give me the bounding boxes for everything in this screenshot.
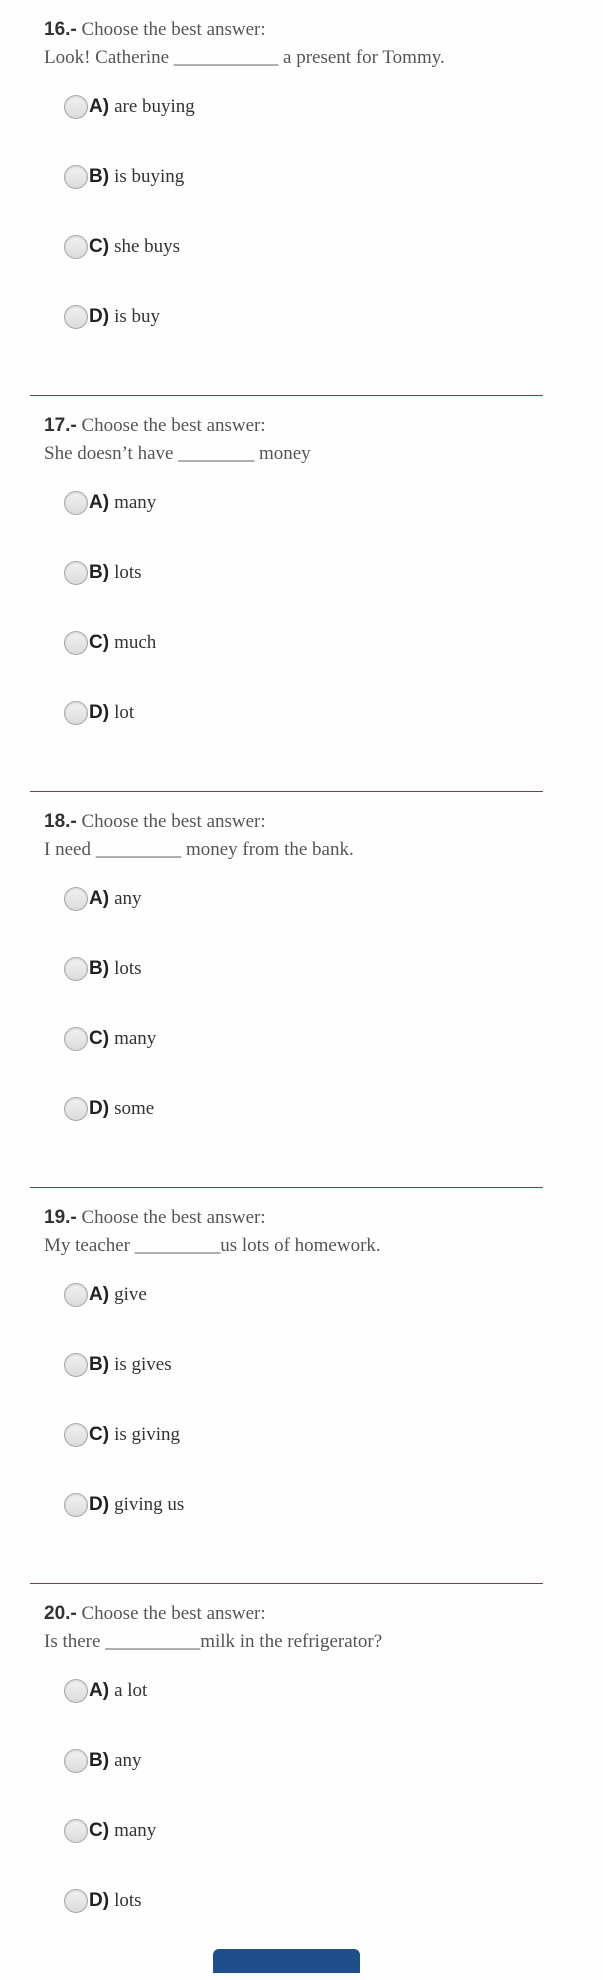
question-16 xyxy=(0,0,603,396)
radio-button-icon[interactable] xyxy=(64,165,88,189)
question-18 xyxy=(0,792,603,1188)
option-text: many xyxy=(114,1028,157,1049)
question-header xyxy=(44,810,266,834)
option-b[interactable] xyxy=(64,1745,142,1777)
option-d[interactable] xyxy=(64,697,134,729)
question-header xyxy=(44,414,266,438)
radio-button-icon[interactable] xyxy=(64,631,88,655)
radio-button-icon[interactable] xyxy=(64,1353,88,1377)
option-text: much xyxy=(114,632,157,653)
option-a[interactable] xyxy=(64,1675,147,1707)
question-20 xyxy=(0,1584,603,1980)
option-letter: A) xyxy=(89,1284,110,1305)
radio-button-icon[interactable] xyxy=(64,491,88,515)
radio-button-icon[interactable] xyxy=(64,1493,88,1517)
option-letter: D) xyxy=(89,306,110,327)
option-text: many xyxy=(114,1820,157,1841)
option-d[interactable] xyxy=(64,301,160,333)
radio-button-icon[interactable] xyxy=(64,1889,88,1913)
question-number: 17.- xyxy=(44,415,77,436)
question-number: 20.- xyxy=(44,1603,77,1624)
question-instruction: Choose the best answer: xyxy=(81,1603,266,1624)
option-b[interactable] xyxy=(64,557,142,589)
option-text: lots xyxy=(114,562,142,583)
option-c[interactable] xyxy=(64,231,180,263)
question-instruction: Choose the best answer: xyxy=(81,415,266,436)
option-letter: A) xyxy=(89,888,110,909)
option-letter: A) xyxy=(89,492,110,513)
question-text: Look! Catherine ___________ a present for Tommy. xyxy=(44,47,445,68)
submit-button[interactable] xyxy=(213,1949,360,1973)
question-text: Is there __________milk in the refrigerator? xyxy=(44,1631,383,1652)
option-a[interactable] xyxy=(64,91,195,123)
question-text: She doesn’t have ________ money xyxy=(44,443,311,464)
option-b[interactable] xyxy=(64,161,184,193)
option-letter: A) xyxy=(89,1680,110,1701)
option-letter: D) xyxy=(89,1494,110,1515)
radio-button-icon[interactable] xyxy=(64,1027,88,1051)
option-text: lots xyxy=(114,1890,142,1911)
option-text: giving us xyxy=(114,1494,185,1515)
option-d[interactable] xyxy=(64,1093,154,1125)
question-number: 19.- xyxy=(44,1207,77,1228)
question-text: My teacher _________us lots of homework. xyxy=(44,1235,381,1256)
option-letter: B) xyxy=(89,958,110,979)
option-a[interactable] xyxy=(64,1279,147,1311)
question-header xyxy=(44,1206,266,1230)
radio-button-icon[interactable] xyxy=(64,1819,88,1843)
radio-button-icon[interactable] xyxy=(64,561,88,585)
question-number: 18.- xyxy=(44,811,77,832)
option-text: lots xyxy=(114,958,142,979)
option-letter: D) xyxy=(89,702,110,723)
option-letter: B) xyxy=(89,1354,110,1375)
option-letter: C) xyxy=(89,1820,110,1841)
option-c[interactable] xyxy=(64,1419,180,1451)
question-text: I need _________ money from the bank. xyxy=(44,839,354,860)
option-text: is gives xyxy=(114,1354,172,1375)
option-d[interactable] xyxy=(64,1489,184,1521)
radio-button-icon[interactable] xyxy=(64,305,88,329)
question-number: 16.- xyxy=(44,19,77,40)
option-a[interactable] xyxy=(64,883,142,915)
question-header xyxy=(44,18,266,42)
option-c[interactable] xyxy=(64,627,156,659)
option-text: any xyxy=(114,888,142,909)
option-a[interactable] xyxy=(64,487,156,519)
option-text: many xyxy=(114,492,157,513)
option-b[interactable] xyxy=(64,1349,172,1381)
option-c[interactable] xyxy=(64,1815,156,1847)
radio-button-icon[interactable] xyxy=(64,957,88,981)
radio-button-icon[interactable] xyxy=(64,701,88,725)
option-text: a lot xyxy=(114,1680,148,1701)
option-letter: B) xyxy=(89,166,110,187)
option-b[interactable] xyxy=(64,953,142,985)
question-header xyxy=(44,1602,266,1626)
option-letter: C) xyxy=(89,1028,110,1049)
option-text: is buy xyxy=(114,306,160,327)
option-text: any xyxy=(114,1750,142,1771)
radio-button-icon[interactable] xyxy=(64,887,88,911)
option-letter: D) xyxy=(89,1890,110,1911)
option-letter: B) xyxy=(89,1750,110,1771)
radio-button-icon[interactable] xyxy=(64,1097,88,1121)
option-c[interactable] xyxy=(64,1023,156,1055)
question-17 xyxy=(0,396,603,792)
option-letter: C) xyxy=(89,1424,110,1445)
option-text: is giving xyxy=(114,1424,181,1445)
question-instruction: Choose the best answer: xyxy=(81,811,266,832)
question-19 xyxy=(0,1188,603,1584)
radio-button-icon[interactable] xyxy=(64,1423,88,1447)
radio-button-icon[interactable] xyxy=(64,1749,88,1773)
radio-button-icon[interactable] xyxy=(64,1283,88,1307)
option-letter: C) xyxy=(89,236,110,257)
option-d[interactable] xyxy=(64,1885,142,1917)
option-letter: B) xyxy=(89,562,110,583)
radio-button-icon[interactable] xyxy=(64,1679,88,1703)
option-text: is buying xyxy=(114,166,185,187)
option-text: she buys xyxy=(114,236,181,257)
option-letter: C) xyxy=(89,632,110,653)
question-instruction: Choose the best answer: xyxy=(81,1207,266,1228)
radio-button-icon[interactable] xyxy=(64,95,88,119)
radio-button-icon[interactable] xyxy=(64,235,88,259)
option-text: some xyxy=(114,1098,155,1119)
option-text: lot xyxy=(114,702,135,723)
option-text: give xyxy=(114,1284,147,1305)
option-letter: D) xyxy=(89,1098,110,1119)
option-text: are buying xyxy=(114,96,195,117)
question-instruction: Choose the best answer: xyxy=(81,19,266,40)
option-letter: A) xyxy=(89,96,110,117)
